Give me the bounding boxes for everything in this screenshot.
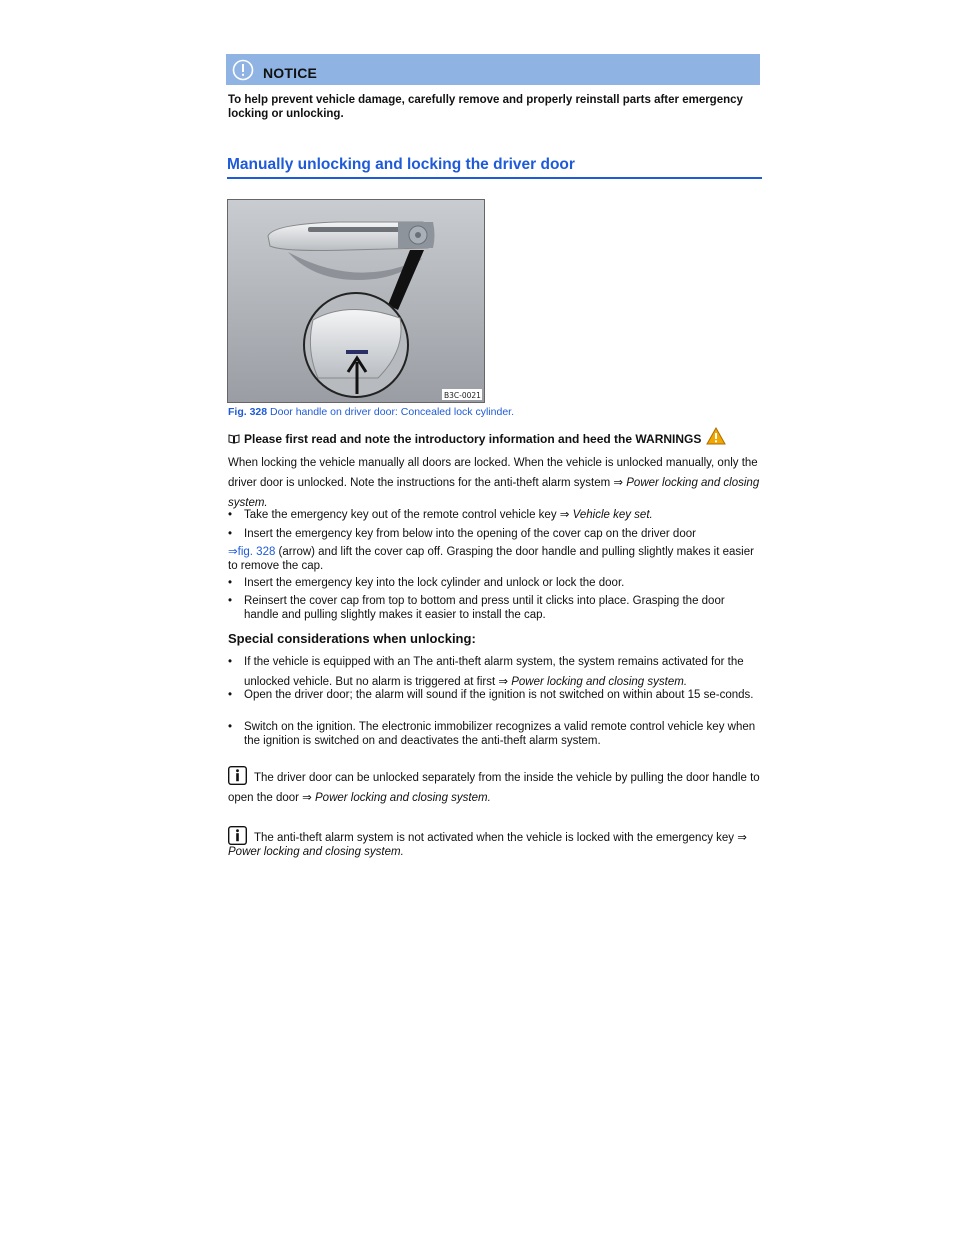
notice-text: To help prevent vehicle damage, carefully remove and properly reinstall parts after emergency locking or unlocking. <box>228 94 743 120</box>
info-icon <box>228 766 247 785</box>
link-power-locking[interactable]: Power locking and closing system. <box>228 846 404 858</box>
link-power-locking[interactable]: Power locking and closing system. <box>511 676 688 688</box>
special-text: Open the driver door; the alarm will sound if the ignition is not switched on within about 15 se-conds. <box>244 689 754 701</box>
intro-text: Please first read and note the introductory information and heed the WARNINGS <box>244 432 702 446</box>
special-item: • Switch on the ignition. The electronic immobilizer recognizes a valid remote control vehicle key when the ignition is switched on and deactivates the anti-theft alarm system. <box>228 720 762 748</box>
special-item: • Open the driver door; the alarm will sound if the ignition is not switched on within about 15 se-conds. <box>228 688 762 702</box>
figure-label: Fig. 328 <box>228 406 268 418</box>
figure-caption-text: Door handle on driver door: Concealed lock cylinder. <box>267 406 514 418</box>
warning-icon[interactable] <box>706 427 726 445</box>
section-heading: Manually unlocking and locking the driver door <box>227 156 762 179</box>
special-item: • If the vehicle is equipped with an The anti-theft alarm system, the system remains activated for the unlocked vehicle. But no alarm is triggered at first ⇒ Power locking and closing system. <box>228 656 744 688</box>
notice-banner <box>226 54 760 85</box>
note-text: The driver door can be unlocked separately from the inside the vehicle by pulling the door handle to open the door ⇒ <box>228 772 760 804</box>
door-handle-illustration <box>228 200 484 402</box>
step-item: • Take the emergency key out of the remote control vehicle key ⇒ Vehicle key set. <box>228 509 653 521</box>
figure-caption <box>228 406 514 418</box>
intro-line <box>228 432 726 446</box>
link-vehicle-key-set[interactable]: Vehicle key set. <box>572 509 653 521</box>
step-text: Insert the emergency key from below into the opening of the cover cap on the driver door <box>244 528 696 540</box>
door-handle-figure <box>227 199 485 403</box>
book-icon <box>228 434 240 444</box>
info-icon <box>228 826 247 845</box>
step-text: Insert the emergency key into the lock cylinder and unlock or lock the door. <box>244 577 625 589</box>
special-text: If the vehicle is equipped with an The anti-theft alarm system, the system remains activated for the unlocked vehicle. But no alarm is triggered at first ⇒ <box>244 656 744 688</box>
info-note <box>228 826 762 859</box>
step-continuation <box>228 545 762 573</box>
special-text: Switch on the ignition. The electronic immobilizer recognizes a valid remote control vehicle key when the ignition is switched on and deactivates the anti-theft alarm system. <box>244 721 756 747</box>
link-fig-328[interactable]: ⇒fig. 328 <box>228 546 276 558</box>
special-heading: Special considerations when unlocking: <box>228 631 476 646</box>
exclamation-icon <box>232 59 254 81</box>
note-text: The anti-theft alarm system is not activated when the vehicle is locked with the emergency key ⇒ <box>254 832 747 844</box>
link-power-locking[interactable]: Power locking and closing system. <box>228 477 760 509</box>
link-power-locking[interactable]: Power locking and closing system. <box>315 792 491 804</box>
info-note <box>228 766 762 808</box>
step-text: (arrow) and lift the cover cap off. Grasping the door handle and pulling slightly makes it easier to remove the cap. <box>228 546 754 572</box>
step-item: • Reinsert the cover cap from top to bottom and press until it clicks into place. Grasping the door handle and pulling slightly makes it easier to install the cap. <box>228 594 762 622</box>
step-item: • Insert the emergency key from below into the opening of the cover cap on the driver door <box>228 527 762 541</box>
notice-title: NOTICE <box>263 64 318 81</box>
body-paragraph <box>228 453 762 513</box>
step-text: Reinsert the cover cap from top to bottom and press until it clicks into place. Grasping the door handle and pulling slightly makes it easier to install the cap. <box>244 595 725 621</box>
figure-code: B3C-0021 <box>444 391 481 400</box>
body-text: When locking the vehicle manually all doors are locked. When the vehicle is unlocked manually, only the driver door is unlocked. Note the instructions for the anti-theft alarm system ⇒ <box>228 457 758 489</box>
step-item: • Insert the emergency key into the lock cylinder and unlock or lock the door. <box>228 576 762 590</box>
step-text: Take the emergency key out of the remote control vehicle key ⇒ <box>244 509 573 521</box>
